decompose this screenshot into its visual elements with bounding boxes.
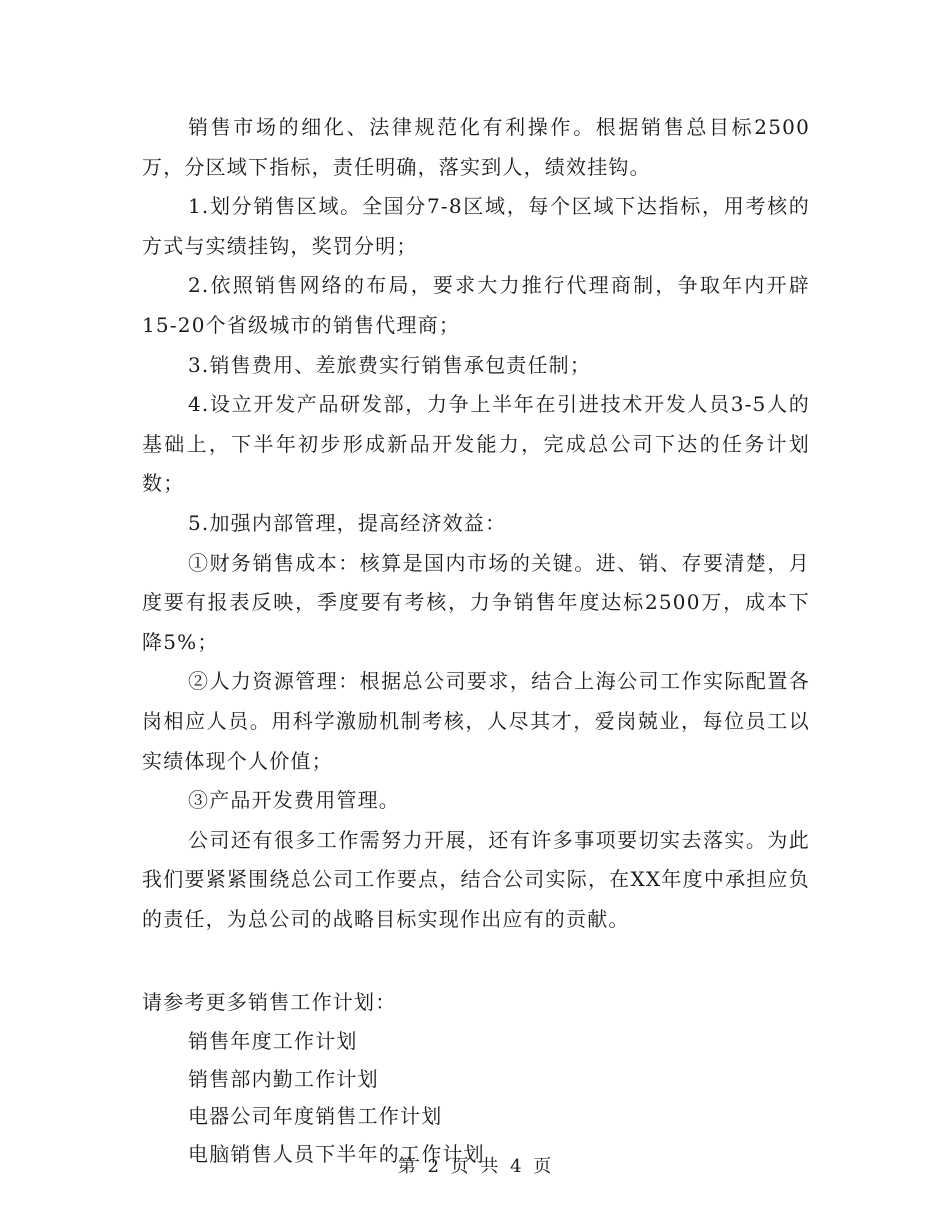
more-plans-list <box>142 1023 810 1173</box>
paragraph-subitem-2: ②人力资源管理：根据总公司要求，结合上海公司工作实际配置各岗相应人员。用科学激励机制考核，人尽其才，爱岗兢业，每位员工以实绩体现个人价值； <box>142 669 810 773</box>
more-plans-link[interactable]: 销售部内勤工作计划 <box>188 1066 379 1091</box>
more-plans-heading: 请参考更多销售工作计划： <box>142 990 397 1015</box>
more-plans-link[interactable]: 电脑销售人员下半年的工作计划 <box>188 1141 485 1166</box>
more-plans-link[interactable]: 销售年度工作计划 <box>188 1029 358 1054</box>
document-body <box>142 108 810 1173</box>
section-spacer <box>142 939 810 983</box>
paragraph-item-4: 4.设立开发产品研发部，力争上半年在引进技术开发人员3-5人的基础上，下半年初步形成新品开发能力，完成总公司下达的任务计划数； <box>142 392 810 496</box>
paragraph-subitem-3: ③产品开发费用管理。 <box>188 788 400 813</box>
page-number-footer: 第 2 页 共 4 页 <box>397 1156 553 1177</box>
paragraph-item-1: 1.划分销售区域。全国分7-8区域，每个区域下达指标，用考核的方式与实绩挂钩，奖罚分明； <box>142 194 810 258</box>
more-plans-link[interactable]: 电器公司年度销售工作计划 <box>188 1104 443 1129</box>
paragraph-item-3: 3.销售费用、差旅费实行销售承包责任制； <box>188 352 592 377</box>
paragraph-intro: 销售市场的细化、法律规范化有利操作。根据销售总目标2500万，分区域下指标，责任明确，落实到人，绩效挂钩。 <box>142 115 810 179</box>
paragraph-subitem-1: ①财务销售成本：核算是国内市场的关键。进、销、存要清楚，月度要有报表反映，季度要有考核，力争销售年度达标2500万，成本下降5%； <box>142 550 810 654</box>
paragraph-item-2: 2.依照销售网络的布局，要求大力推行代理商制，争取年内开辟15-20个省级城市的销售代理商； <box>142 273 810 337</box>
paragraph-conclusion: 公司还有很多工作需努力开展，还有许多事项要切实去落实。为此我们要紧紧围绕总公司工作要点，结合公司实际，在XX年度中承担应负的责任，为总公司的战略目标实现作出应有的贡献。 <box>142 827 810 931</box>
paragraph-item-5: 5.加强内部管理，提高经济效益： <box>188 510 507 535</box>
